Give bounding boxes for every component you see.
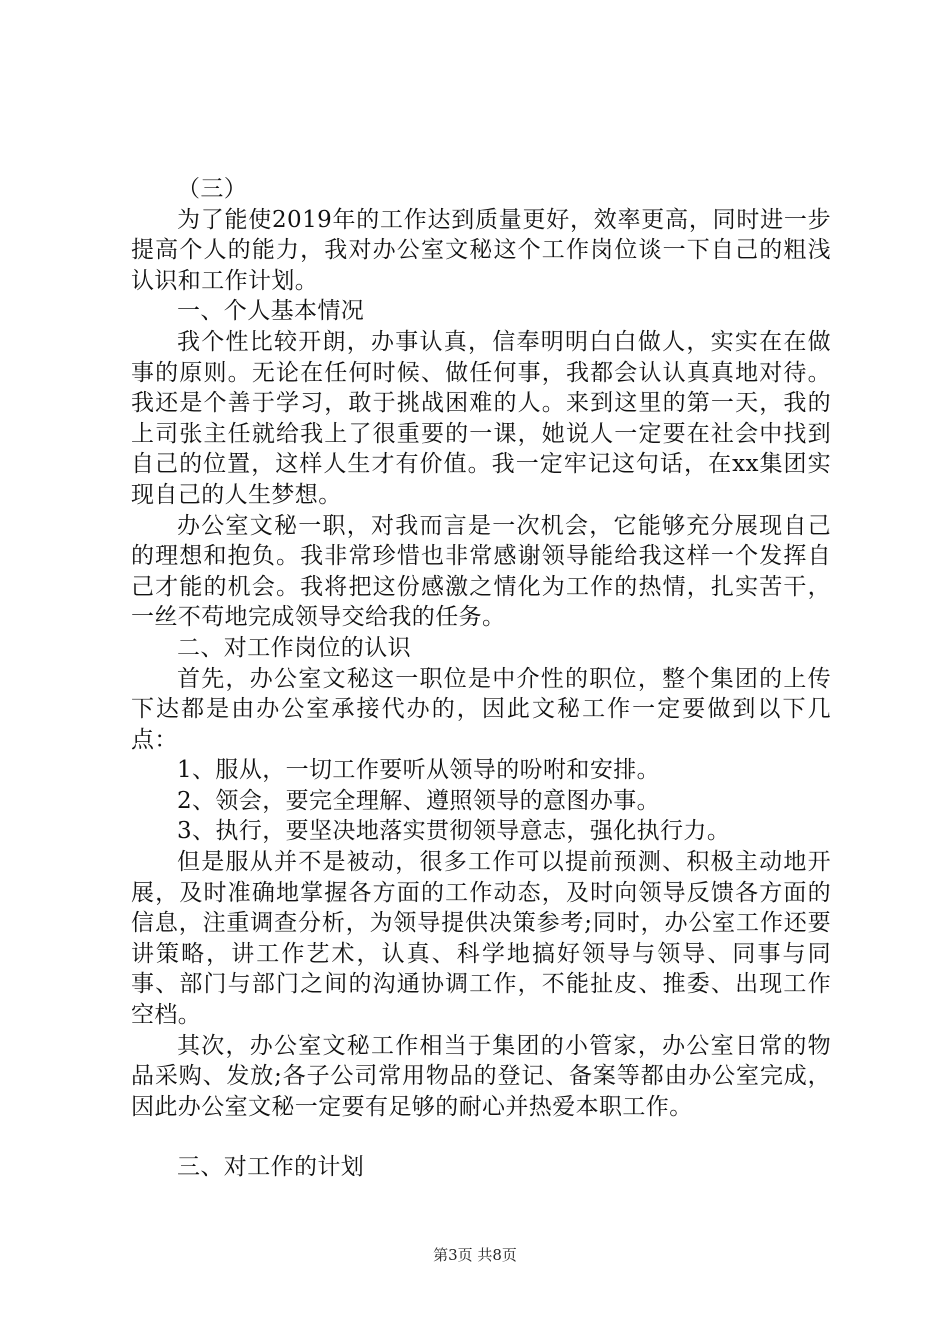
position-paragraph: 首先，办公室文秘这一职位是中介性的职位，整个集团的上传下达都是由办公室承接代办的，因此文秘工作一定要做到以下几点： [131,665,831,753]
paragraph-spacer [131,1122,831,1152]
list-item: 1、服从，一切工作要听从领导的吩咐和安排。 [177,757,661,784]
opportunity-paragraph: 办公室文秘一职，对我而言是一次机会，它能够充分展现自己的理想和抱负。我非常珍惜也非常感谢领导能给我这样一个发挥自己才能的机会。我将把这份感激之情化为工作的热情，扎实苦干，一丝不苟地完成领导交给我的任务。 [131,512,831,631]
heading-personal-info: 一、个人基本情况 [177,298,365,325]
housekeeper-paragraph: 其次，办公室文秘工作相当于集团的小管家，办公室日常的物品采购、发放;各子公司常用物品的登记、备案等都由办公室完成，因此办公室文秘一定要有足够的耐心并热爱本职工作。 [131,1032,831,1120]
heading-work-plan: 三、对工作的计划 [177,1154,365,1181]
list-item: 2、领会，要完全理解、遵照领导的意图办事。 [177,787,661,814]
list-item: 3、执行，要坚决地落实贯彻领导意志，强化执行力。 [177,818,731,845]
heading-position-understanding: 二、对工作岗位的认识 [177,634,411,661]
proactive-work-paragraph: 但是服从并不是被动，很多工作可以提前预测、积极主动地开展，及时准确地掌握各方面的工作动态，及时向领导反馈各方面的信息，注重调查分析，为领导提供决策参考;同时，办公室工作还要讲策略，讲工作艺术，认真、科学地搞好领导与领导、同事与同事、部门与部门之间的沟通协调工作，不能扯皮、推委、出现工作空档。 [131,849,831,1029]
intro-paragraph: 为了能使2019年的工作达到质量更好，效率更高，同时进一步提高个人的能力，我对办公室文秘这个工作岗位谈一下自己的粗浅认识和工作计划。 [131,206,831,294]
section-number: （三） [177,176,248,202]
page-footer: 第3页 共8页 [433,1246,517,1264]
document-body [131,174,831,1183]
personal-info-paragraph: 我个性比较开朗，办事认真，信奉明明白白做人，实实在在做事的原则。无论在任何时候、做任何事，我都会认认真真地对待。我还是个善于学习，敢于挑战困难的人。来到这里的第一天，我的上司张主任就给我上了很重要的一课，她说人一定要在社会中找到自己的位置，这样人生才有价值。我一定牢记这句话，在xx集团实现自己的人生梦想。 [131,328,831,508]
